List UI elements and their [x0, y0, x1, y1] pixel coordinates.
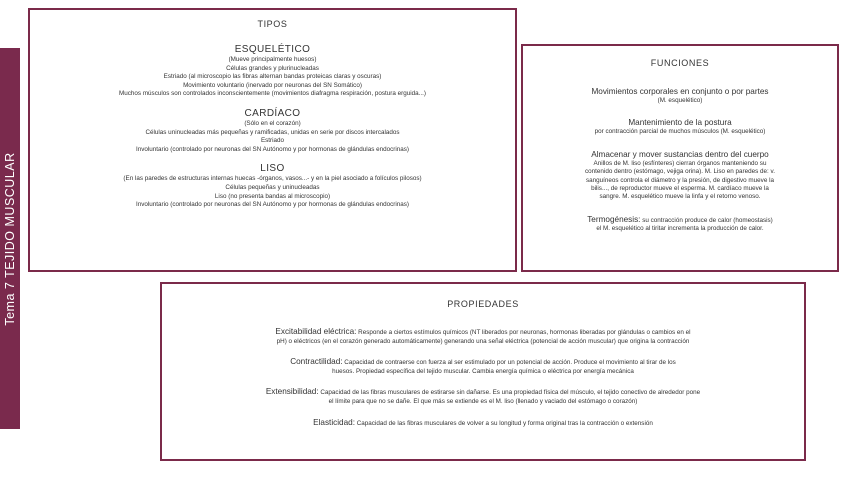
esqueletico-line: Muchos músculos son controlados inconscientemente (movimientos diafragma respiración, postura erguida...) — [119, 90, 426, 98]
funcion-heading: Mantenimiento de la postura — [628, 118, 732, 128]
cardiaco-line: Involuntario (controlado por neuronas del SN Autónomo y por hormonas de glándulas endocrinas) — [135, 145, 410, 153]
funcion-detail: Anillos de M. liso (esfínteres) cierran órganos manteniendo su — [593, 159, 767, 167]
funcion-heading-row — [533, 215, 827, 225]
propiedad-label: Elasticidad: — [313, 417, 355, 427]
liso-heading: LISO — [260, 163, 285, 175]
tipos-box — [28, 8, 517, 272]
funcion-detail: bilis..., de reproductor mueve el esperma. M. cardíaco mueve la — [591, 185, 769, 193]
propiedad-text: huesos. Propiedad específica del tejido muscular. Cambia energía química o eléctrica por energía mecánica — [332, 367, 634, 375]
propiedades-title: PROPIEDADES — [447, 299, 519, 309]
funcion-detail: sangre. M. esquelético mueve la linfa y el retorno venoso. — [599, 193, 761, 201]
sidebar-tab — [0, 48, 20, 429]
cardiaco-line: Estriado — [260, 137, 285, 145]
liso-line: Células pequeñas y uninucleadas — [225, 183, 320, 191]
funcion-heading: Almacenar y mover sustancias dentro del cuerpo — [591, 149, 769, 159]
propiedades-box — [160, 282, 806, 461]
propiedad-text: pH) o eléctricos (en el corazón generado automáticamente) generando una señal eléctrica (potencial de acción muscular) que origina la contracción — [276, 337, 690, 345]
sidebar-label: Tema 7 TEJIDO MUSCULAR — [3, 151, 17, 326]
cardiaco-line: Células uninucleadas más pequeñas y ramificadas, unidas en serie por discos intercalados — [145, 128, 400, 136]
funcion-detail: contenido dentro (estómago, vejiga orina). M. Liso en paredes de: v. — [585, 168, 775, 176]
liso-section — [30, 163, 515, 209]
liso-line: (En las paredes de estructuras internas huecas -órganos, vasos...- y en la piel asociado a folículos pilosos) — [123, 175, 422, 183]
cardiaco-heading: CARDÍACO — [244, 107, 301, 119]
funciones-box — [521, 44, 839, 272]
cardiaco-section — [30, 108, 515, 154]
esqueletico-line: Células grandes y plurinucleadas — [226, 64, 319, 72]
esqueletico-line: (Mueve principalmente huesos) — [228, 56, 317, 63]
propiedad-label: Contractilidad: — [290, 357, 343, 367]
propiedad-item — [162, 419, 804, 429]
propiedad-item — [162, 328, 804, 346]
esqueletico-line: Movimiento voluntario (inervado por neuronas del SN Somático) — [183, 81, 362, 89]
propiedad-label: Excitabilidad eléctrica: — [275, 327, 357, 336]
esqueletico-line: Estriado (al microscopio las fibras alternan bandas proteicas claras y oscuras) — [163, 73, 382, 81]
funcion-heading: Termogénesis: — [587, 214, 641, 224]
esqueletico-heading: ESQUELÉTICO — [234, 44, 311, 55]
propiedad-label: Extensibilidad: — [265, 387, 319, 397]
liso-line: Liso (no presenta bandas al microscopio) — [214, 192, 331, 200]
funcion-detail: el M. esquelético al tiritar incrementa la producción de calor. — [596, 225, 764, 233]
funcion-detail: sanguíneos controla el diámetro y la presión, de digestivo mueve la — [586, 176, 774, 184]
funcion-heading-tail: su contracción produce de calor (homeostasis) — [640, 216, 773, 224]
funcion-item — [523, 150, 837, 202]
funcion-heading: Movimientos corporales en conjunto o por partes — [591, 87, 769, 96]
propiedad-text: Capacidad de contraerse con fuerza al ser estimulado por un potencial de acción. Produce el movimiento al tirar de los — [342, 359, 676, 367]
propiedad-item — [162, 358, 804, 376]
propiedad-text: Capacidad de las fibras musculares de estirarse sin dañarse. Es una propiedad física del músculo, el tejido conectivo de alrededor pone — [318, 389, 701, 397]
esqueletico-section — [30, 44, 515, 99]
funcion-item — [523, 87, 837, 105]
propiedad-text: el límite para que no se dañe. El que más se extiende es el M. liso (llenado y vaciado del estómago o corazón) — [328, 397, 638, 405]
funcion-item — [523, 215, 837, 234]
tipos-title: TIPOS — [257, 19, 288, 29]
propiedad-text: Capacidad de las fibras musculares de volver a su longitud y forma original tras la contracción o extensión — [355, 419, 653, 427]
propiedad-text: Responde a ciertos estímulos químicos (NT liberados por neuronas, hormonas liberadas por glándulas o cambios en el — [356, 329, 691, 336]
liso-line: Involuntario (controlado por neuronas del SN Autónomo y por hormonas de glándulas endocrinas) — [135, 201, 410, 209]
funciones-title: FUNCIONES — [650, 58, 710, 68]
propiedad-item — [162, 388, 804, 406]
funcion-detail: por contracción parcial de muchos músculos (M. esquelético) — [594, 128, 766, 136]
funcion-item — [523, 118, 837, 136]
cardiaco-line: (Sólo en el corazón) — [244, 119, 301, 127]
funcion-detail: (M. esquelético) — [657, 97, 703, 104]
